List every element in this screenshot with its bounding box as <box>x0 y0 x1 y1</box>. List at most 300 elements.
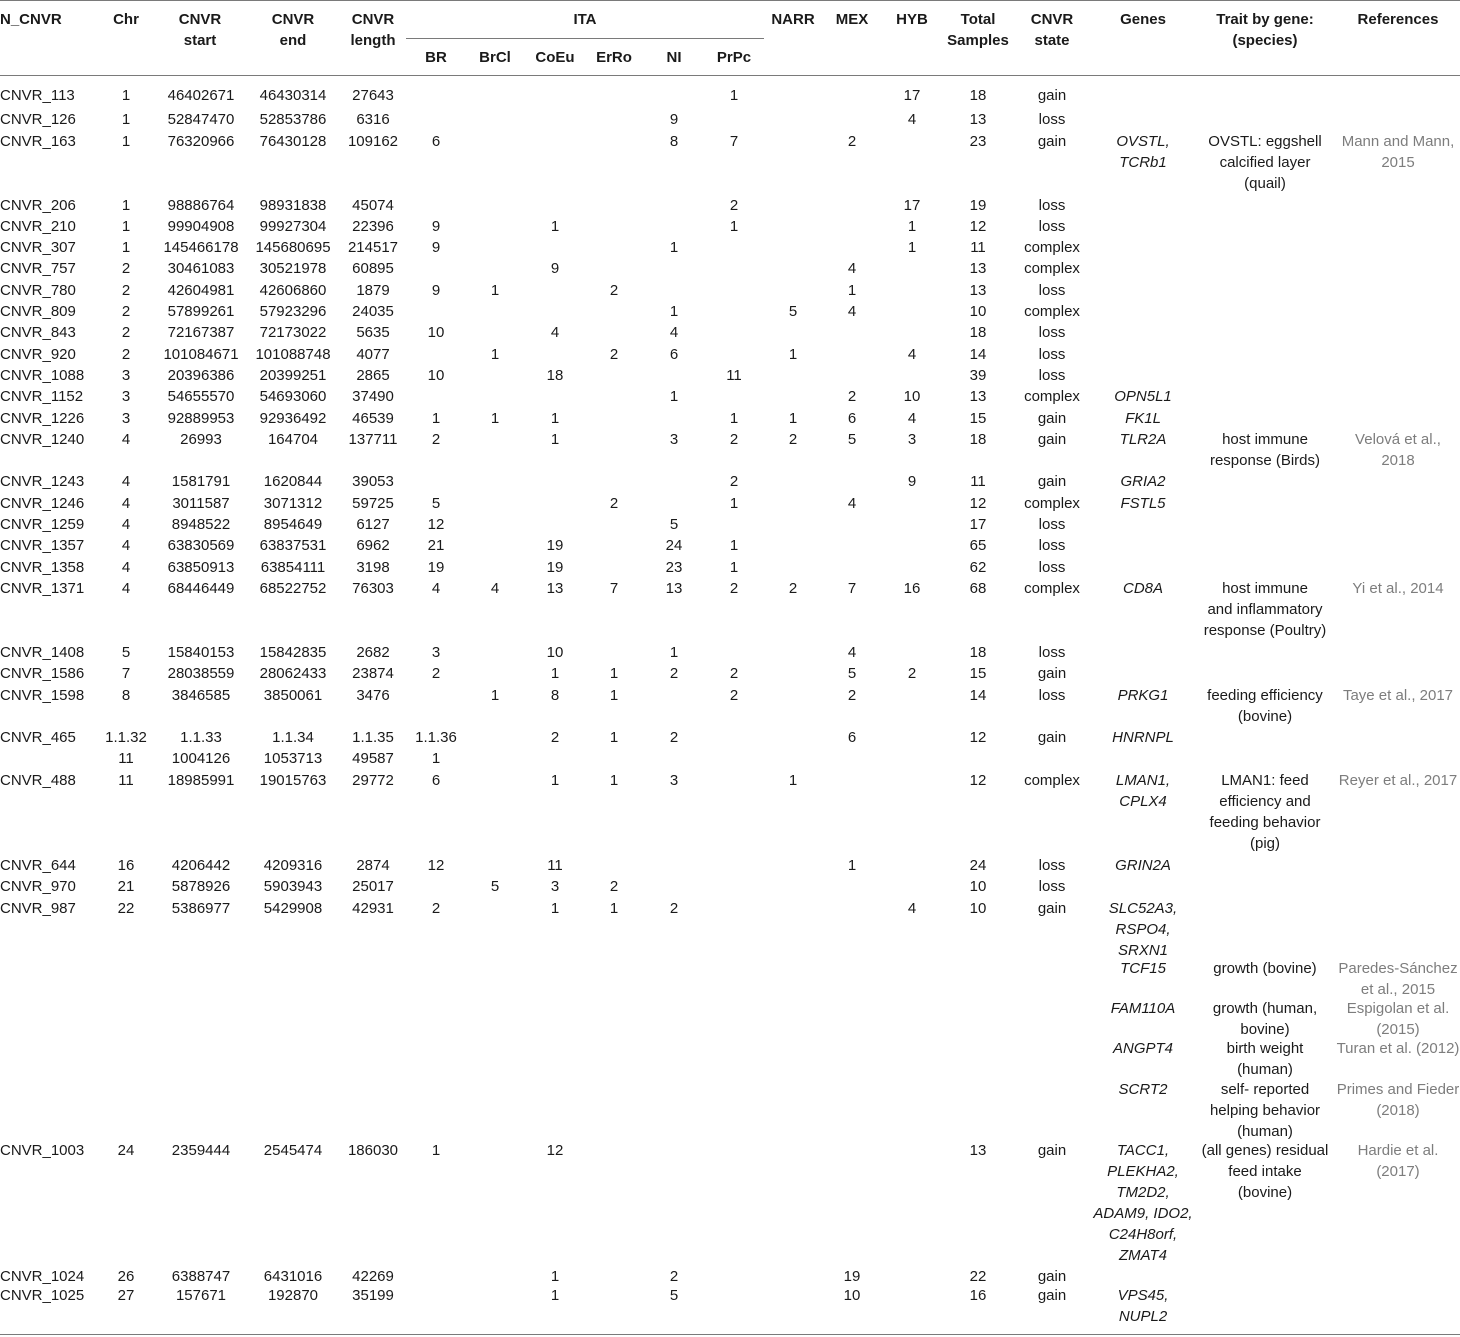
row-length: 76303 <box>352 580 394 597</box>
row-count-coeu: 18 <box>546 367 564 384</box>
header-cnvr-state: CNVR state <box>1030 11 1074 49</box>
row-length: 45074 <box>352 197 394 214</box>
row-count-br: 2 <box>431 431 441 448</box>
row-genes: HNRNPL <box>1112 729 1174 746</box>
row-total: 11 <box>970 473 986 490</box>
row-count-br: 10 <box>427 367 445 384</box>
row-total: 11 <box>970 239 986 256</box>
row-chr: 24 <box>117 1142 135 1159</box>
row-count-brcl: 1 <box>490 410 500 427</box>
row-chr: 1 <box>121 133 131 150</box>
row-total: 65 <box>969 537 987 554</box>
header-ita-erro: ErRo <box>596 49 632 66</box>
header-rule <box>0 75 1460 76</box>
row-count-coeu: 11 <box>547 857 563 874</box>
row-state: complex <box>1024 388 1080 405</box>
row-count-narr: 1 <box>788 410 798 427</box>
row-count-br: 12 <box>427 857 445 874</box>
row-total: 13 <box>969 282 987 299</box>
header-ita-prpc: PrPc <box>716 49 752 66</box>
row-chr: 22 <box>117 900 135 917</box>
row-count-brcl: 4 <box>490 580 500 597</box>
row-count-ni: 1 <box>669 388 679 405</box>
row-id: CNVR_1358 <box>0 559 85 576</box>
row-chr: 1 <box>121 87 131 104</box>
row-length: 137711 <box>348 431 398 448</box>
row-id: CNVR_1088 <box>0 367 85 384</box>
row-id: CNVR_1003 <box>0 1142 85 1159</box>
row-count-ni: 5 <box>669 1287 679 1304</box>
row-length: 4077 <box>356 346 390 363</box>
bottom-rule <box>0 1334 1460 1335</box>
row-state: gain <box>1037 1142 1067 1159</box>
row-count-narr: 1 <box>788 346 798 363</box>
row-count-ni: 5 <box>669 516 679 533</box>
row-count-mex: 4 <box>847 260 857 277</box>
row-genes: PRKG1 <box>1117 687 1169 704</box>
row-count-br: 1 <box>431 410 441 427</box>
row-id: CNVR_307 <box>0 239 76 256</box>
row-count-coeu: 1 <box>550 772 560 789</box>
row-chr: 2 <box>121 324 131 341</box>
header-cnvr-start: CNVR start <box>178 11 222 49</box>
row-count-mex: 4 <box>847 644 857 661</box>
row-count-br: 6 <box>431 133 441 150</box>
row-count-erro: 1 <box>609 687 619 704</box>
row-count-hyb: 9 <box>907 473 917 490</box>
row-state: loss <box>1038 878 1066 895</box>
row-start: 28038559 <box>167 665 235 682</box>
row-length: 109162 <box>347 133 399 150</box>
row-reference: Espigolan et al. (2015) <box>1346 1000 1450 1038</box>
row-count-mex: 1 <box>847 282 857 299</box>
row-state: complex <box>1024 260 1080 277</box>
row-state: loss <box>1038 324 1066 341</box>
row-reference: Mann and Mann, 2015 <box>1341 133 1455 171</box>
row-count-hyb: 4 <box>907 111 917 128</box>
row-id: CNVR_1586 <box>0 665 85 682</box>
row-total: 14 <box>969 346 987 363</box>
row-end: 76430128 <box>259 133 327 150</box>
row-trait: host immune and inflammatory response (Poultry) <box>1203 580 1327 639</box>
row-id: CNVR_210 <box>0 218 76 235</box>
row-end: 28062433 <box>259 665 327 682</box>
row-end: 6431016 <box>263 1268 323 1285</box>
row-count-brcl: 1 <box>490 346 500 363</box>
header-genes: Genes <box>1120 11 1166 28</box>
row-end: 63854111 <box>260 559 326 576</box>
row-id: CNVR_1259 <box>0 516 85 533</box>
row-genes: GRIN2A <box>1115 857 1171 874</box>
row-start: 46402671 <box>167 87 235 104</box>
row-genes: SCRT2 <box>1118 1081 1168 1098</box>
row-total: 15 <box>969 410 987 427</box>
row-length: 1879 <box>356 282 390 299</box>
row-reference: Primes and Fieder (2018) <box>1336 1081 1460 1119</box>
row-count-ni: 3 <box>669 772 679 789</box>
row-total: 18 <box>969 324 987 341</box>
row-trait: self- reported helping behavior (human) <box>1209 1081 1321 1140</box>
row-count-prpc: 1 <box>729 410 739 427</box>
row-start: 15840153 <box>167 644 235 661</box>
row-id: CNVR_1152 <box>0 388 84 405</box>
row-count-mex: 2 <box>847 687 857 704</box>
row-total: 13 <box>969 1142 987 1159</box>
row-length: 186030 <box>347 1142 399 1159</box>
header-ita-brcl: BrCl <box>479 49 511 66</box>
header-ita: ITA <box>573 11 597 28</box>
row-genes: OPN5L1 <box>1114 388 1172 405</box>
row-start: 57899261 <box>167 303 235 320</box>
row-count-narr: 2 <box>788 580 798 597</box>
row-end: 101088748 <box>255 346 331 363</box>
row-state: loss <box>1038 367 1066 384</box>
row-end: 164704 <box>267 431 319 448</box>
header-narr: NARR <box>771 11 815 28</box>
row-count-hyb: 4 <box>907 900 917 917</box>
row-length: 24035 <box>352 303 394 320</box>
row-end: 57923296 <box>259 303 327 320</box>
row-count-prpc: 2 <box>729 580 739 597</box>
row-count-coeu: 12 <box>546 1142 564 1159</box>
row-genes: LMAN1, CPLX4 <box>1115 772 1171 810</box>
row-total: 22 <box>969 1268 987 1285</box>
row-total: 18 <box>969 431 987 448</box>
row-reference: Yi et al., 2014 <box>1352 580 1444 597</box>
row-chr: 1 <box>121 111 131 128</box>
row-length: 37490 <box>352 388 394 405</box>
row-count-narr: 2 <box>788 431 798 448</box>
row-length: 59725 <box>352 495 394 512</box>
header-references: References <box>1357 11 1439 28</box>
row-count-narr: 1 <box>788 772 798 789</box>
row-start: 1581791 <box>171 473 231 490</box>
row-count-br: 9 <box>431 282 441 299</box>
row-count-hyb: 4 <box>907 346 917 363</box>
row-chr: 11 <box>118 750 134 767</box>
row-id: CNVR_1357 <box>0 537 85 554</box>
row-length: 25017 <box>352 878 394 895</box>
row-total: 19 <box>969 197 987 214</box>
row-count-coeu: 1 <box>550 1268 560 1285</box>
row-trait: host immune response (Birds) <box>1209 431 1321 469</box>
row-chr: 3 <box>121 367 131 384</box>
row-state: loss <box>1038 111 1066 128</box>
row-trait: LMAN1: feed efficiency and feeding behavior (pig) <box>1209 772 1321 852</box>
row-end: 92936492 <box>259 410 327 427</box>
row-length: 23874 <box>352 665 394 682</box>
row-end: 3071312 <box>263 495 323 512</box>
row-length: 5635 <box>356 324 390 341</box>
row-end: 2545474 <box>263 1142 323 1159</box>
row-end: 1.1.34 <box>272 729 314 746</box>
row-count-coeu: 19 <box>546 559 564 576</box>
row-state: complex <box>1024 580 1080 597</box>
row-start: 1.1.33 <box>180 729 222 746</box>
row-id: CNVR_644 <box>0 857 76 874</box>
row-count-br: 10 <box>427 324 445 341</box>
row-chr: 1.1.32 <box>105 729 147 746</box>
row-count-coeu: 9 <box>550 260 560 277</box>
row-state: gain <box>1037 729 1067 746</box>
row-count-mex: 5 <box>847 431 857 448</box>
header-chr: Chr <box>113 11 139 28</box>
row-chr: 5 <box>121 644 131 661</box>
row-count-br: 2 <box>431 900 441 917</box>
row-length: 2865 <box>356 367 390 384</box>
row-count-br: 21 <box>427 537 445 554</box>
row-length: 29772 <box>352 772 394 789</box>
row-count-prpc: 2 <box>729 473 739 490</box>
row-count-br: 4 <box>431 580 441 597</box>
row-start: 2359444 <box>171 1142 231 1159</box>
row-count-coeu: 1 <box>550 218 560 235</box>
top-rule <box>0 0 1460 1</box>
row-count-mex: 2 <box>847 388 857 405</box>
row-end: 15842835 <box>259 644 327 661</box>
row-total: 62 <box>969 559 987 576</box>
row-start: 98886764 <box>167 197 235 214</box>
row-length: 3476 <box>356 687 390 704</box>
row-count-hyb: 17 <box>903 87 921 104</box>
row-count-erro: 2 <box>609 346 619 363</box>
row-start: 1004126 <box>171 750 231 767</box>
row-count-coeu: 1 <box>550 665 560 682</box>
row-start: 145466178 <box>163 239 239 256</box>
row-reference: Paredes-Sánchez et al., 2015 <box>1338 960 1458 998</box>
row-count-ni: 23 <box>665 559 683 576</box>
row-id: CNVR_206 <box>0 197 76 214</box>
row-genes: GRIA2 <box>1120 473 1166 490</box>
row-end: 63837531 <box>259 537 327 554</box>
row-genes: OVSTL, TCRb1 <box>1116 133 1170 171</box>
row-count-ni: 1 <box>669 239 679 256</box>
row-count-mex: 10 <box>843 1287 861 1304</box>
row-id: CNVR_1408 <box>0 644 85 661</box>
row-chr: 16 <box>117 857 135 874</box>
row-total: 18 <box>969 644 987 661</box>
row-end: 42606860 <box>259 282 327 299</box>
header-mex: MEX <box>835 11 869 28</box>
row-id: CNVR_126 <box>0 111 76 128</box>
row-count-prpc: 2 <box>729 197 739 214</box>
row-end: 3850061 <box>263 687 323 704</box>
row-count-prpc: 1 <box>729 537 739 554</box>
row-count-prpc: 1 <box>729 495 739 512</box>
row-start: 52847470 <box>167 111 235 128</box>
ita-subrule <box>406 38 764 39</box>
row-count-br: 1 <box>431 1142 441 1159</box>
row-reference: Turan et al. (2012) <box>1336 1040 1460 1057</box>
row-length: 2874 <box>356 857 390 874</box>
row-genes: TCF15 <box>1120 960 1166 977</box>
row-state: loss <box>1038 559 1066 576</box>
row-id: CNVR_920 <box>0 346 76 363</box>
row-start: 99904908 <box>167 218 235 235</box>
row-count-ni: 2 <box>669 729 679 746</box>
row-state: loss <box>1038 218 1066 235</box>
row-end: 72173022 <box>259 324 327 341</box>
row-length: 60895 <box>352 260 394 277</box>
row-state: complex <box>1024 239 1080 256</box>
row-end: 30521978 <box>259 260 327 277</box>
row-length: 35199 <box>352 1287 394 1304</box>
row-count-br: 5 <box>431 495 441 512</box>
header-n-cnvr: N_CNVR <box>0 11 62 28</box>
row-count-brcl: 5 <box>490 878 500 895</box>
row-total: 12 <box>969 729 987 746</box>
row-chr: 26 <box>117 1268 135 1285</box>
row-state: complex <box>1024 772 1080 789</box>
row-start: 68446449 <box>167 580 235 597</box>
row-genes: TACC1, PLEKHA2, TM2D2, ADAM9, IDO2, C24H8orf, ZMAT4 <box>1093 1142 1193 1264</box>
row-state: loss <box>1038 644 1066 661</box>
row-end: 19015763 <box>259 772 327 789</box>
row-chr: 4 <box>121 559 131 576</box>
row-start: 8948522 <box>171 516 231 533</box>
row-length: 42931 <box>352 900 394 917</box>
row-count-coeu: 19 <box>546 537 564 554</box>
header-ita-ni: NI <box>666 49 682 66</box>
row-count-ni: 1 <box>669 303 679 320</box>
row-chr: 27 <box>117 1287 135 1304</box>
row-count-hyb: 16 <box>903 580 921 597</box>
row-id: CNVR_465 <box>0 729 76 746</box>
row-trait: feeding efficiency (bovine) <box>1207 687 1323 725</box>
row-count-brcl: 1 <box>490 282 500 299</box>
row-state: gain <box>1037 133 1067 150</box>
row-count-coeu: 1 <box>550 410 560 427</box>
row-count-prpc: 1 <box>729 218 739 235</box>
row-count-mex: 4 <box>847 495 857 512</box>
row-genes: FSTL5 <box>1120 495 1166 512</box>
row-id: CNVR_488 <box>0 772 76 789</box>
row-count-erro: 2 <box>609 495 619 512</box>
row-end: 1620844 <box>263 473 323 490</box>
row-count-br: 1.1.36 <box>415 729 457 746</box>
row-count-ni: 2 <box>669 665 679 682</box>
row-end: 5429908 <box>263 900 323 917</box>
row-state: gain <box>1037 665 1067 682</box>
row-id: CNVR_1246 <box>0 495 85 512</box>
row-count-hyb: 4 <box>907 410 917 427</box>
row-start: 30461083 <box>167 260 235 277</box>
row-state: gain <box>1037 87 1067 104</box>
row-start: 63850913 <box>167 559 235 576</box>
row-count-prpc: 2 <box>729 687 739 704</box>
row-start: 5878926 <box>171 878 231 895</box>
row-start: 76320966 <box>167 133 235 150</box>
row-count-prpc: 7 <box>729 133 739 150</box>
row-total: 18 <box>969 87 987 104</box>
header-hyb: HYB <box>896 11 928 28</box>
header-trait: Trait by gene: (species) <box>1216 11 1314 49</box>
row-total: 12 <box>969 772 987 789</box>
row-length: 27643 <box>352 87 394 104</box>
row-chr: 1 <box>121 218 131 235</box>
row-chr: 4 <box>121 580 131 597</box>
row-count-mex: 4 <box>847 303 857 320</box>
row-start: 54655570 <box>167 388 235 405</box>
row-id: CNVR_780 <box>0 282 76 299</box>
row-count-ni: 13 <box>665 580 683 597</box>
row-state: complex <box>1024 495 1080 512</box>
row-count-ni: 2 <box>669 900 679 917</box>
row-count-erro: 1 <box>609 900 619 917</box>
row-count-br: 2 <box>431 665 441 682</box>
row-total: 14 <box>969 687 987 704</box>
row-end: 8954649 <box>263 516 323 533</box>
header-ita-coeu: CoEu <box>535 49 575 66</box>
row-count-br: 1 <box>431 750 441 767</box>
row-count-ni: 2 <box>669 1268 679 1285</box>
row-start: 72167387 <box>167 324 235 341</box>
row-start: 3846585 <box>171 687 231 704</box>
row-chr: 2 <box>121 346 131 363</box>
row-chr: 1 <box>121 239 131 256</box>
row-total: 24 <box>969 857 987 874</box>
row-chr: 2 <box>121 260 131 277</box>
row-end: 1053713 <box>263 750 323 767</box>
row-count-br: 3 <box>431 644 441 661</box>
row-count-mex: 5 <box>847 665 857 682</box>
row-end: 52853786 <box>259 111 327 128</box>
row-genes: FK1L <box>1125 410 1161 427</box>
header-cnvr-length: CNVR length <box>350 11 396 49</box>
row-count-coeu: 3 <box>550 878 560 895</box>
row-count-mex: 6 <box>847 410 857 427</box>
row-count-erro: 1 <box>609 729 619 746</box>
row-start: 157671 <box>175 1287 227 1304</box>
row-id: CNVR_163 <box>0 133 76 150</box>
row-total: 23 <box>969 133 987 150</box>
row-total: 10 <box>969 900 987 917</box>
row-length: 42269 <box>352 1268 394 1285</box>
row-count-hyb: 1 <box>907 239 917 256</box>
row-start: 26993 <box>180 431 222 448</box>
row-chr: 4 <box>121 537 131 554</box>
row-state: loss <box>1038 857 1066 874</box>
row-total: 13 <box>969 111 987 128</box>
row-count-erro: 7 <box>609 580 619 597</box>
row-count-br: 12 <box>427 516 445 533</box>
row-total: 16 <box>969 1287 987 1304</box>
row-count-coeu: 1 <box>550 900 560 917</box>
row-length: 22396 <box>352 218 394 235</box>
row-total: 17 <box>969 516 987 533</box>
row-total: 68 <box>969 580 987 597</box>
row-end: 54693060 <box>259 388 327 405</box>
row-length: 49587 <box>352 750 394 767</box>
row-end: 145680695 <box>255 239 331 256</box>
header-ita-br: BR <box>425 49 447 66</box>
row-trait: growth (human, bovine) <box>1212 1000 1318 1038</box>
row-count-hyb: 2 <box>907 665 917 682</box>
row-count-br: 9 <box>431 239 441 256</box>
row-count-ni: 4 <box>669 324 679 341</box>
row-count-coeu: 1 <box>550 1287 560 1304</box>
row-id: CNVR_1240 <box>0 431 85 448</box>
row-end: 46430314 <box>259 87 327 104</box>
row-count-br: 19 <box>427 559 445 576</box>
row-state: gain <box>1037 1268 1067 1285</box>
row-length: 214517 <box>347 239 399 256</box>
row-start: 101084671 <box>163 346 239 363</box>
row-id: CNVR_1371 <box>0 580 85 597</box>
row-id: CNVR_1024 <box>0 1268 85 1285</box>
row-count-ni: 6 <box>669 346 679 363</box>
row-count-erro: 1 <box>609 772 619 789</box>
